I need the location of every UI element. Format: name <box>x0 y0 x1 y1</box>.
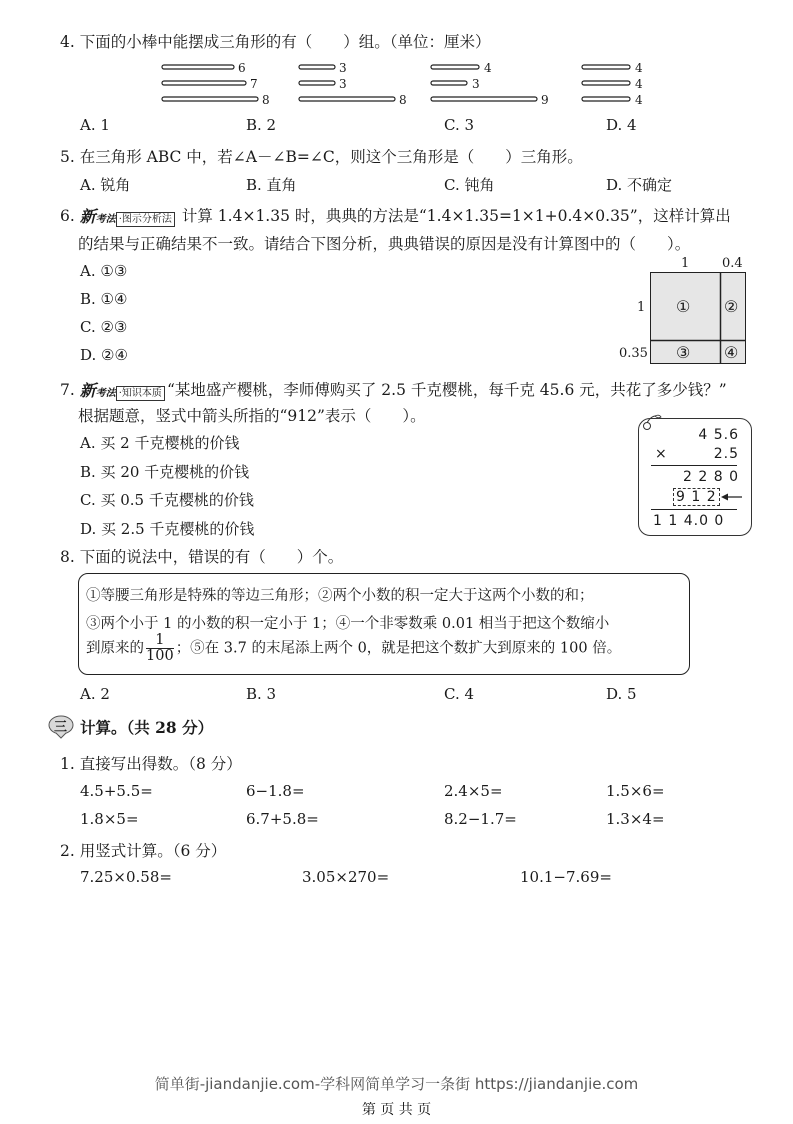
stick-label: 9 <box>541 93 549 107</box>
stick-label: 3 <box>339 61 347 75</box>
fraction-1-100: $\frac{1}{100}$ <box>146 632 174 664</box>
q8-option-b[interactable]: B. 3 <box>246 685 277 703</box>
stick-label: 4 <box>635 61 643 75</box>
statement-line-1: ①等腰三角形是特殊的等边三角形；②两个小数的积一定大于这两个小数的和； <box>86 588 594 604</box>
q6-option-d[interactable]: D. ②④ <box>80 346 128 364</box>
calc2-stem: 2. 用竖式计算。（6 分） <box>60 842 227 860</box>
q5-option-b[interactable]: B. 直角 <box>246 176 297 194</box>
q7-option-d[interactable]: D. 买 2.5 千克樱桃的价钱 <box>80 520 255 538</box>
q4-option-a[interactable]: A. 1 <box>80 116 110 134</box>
vertical-calc-item: 3.05×270= <box>302 868 390 886</box>
region-4: ④ <box>724 343 739 362</box>
diagram-top-label-2: 0.4 <box>722 256 743 271</box>
q5-option-a[interactable]: A. 锐角 <box>80 176 131 194</box>
calc-item: 1.5×6= <box>606 782 665 800</box>
q7-line1 <box>60 378 727 403</box>
statement-line-2: ③两个小于 1 的小数的积一定小于 1；④一个非零数乘 0.01 相当于把这个数缩小 <box>86 616 610 632</box>
stick-label: 4 <box>635 93 643 107</box>
q8-stem: 8. 下面的说法中，错误的有（ ）个。 <box>60 548 344 566</box>
q4-option-b[interactable]: B. 2 <box>246 116 277 134</box>
left-arrow-icon <box>721 492 743 502</box>
stick-label: 3 <box>339 77 347 91</box>
stick-label: 3 <box>472 77 480 91</box>
vertical-calc-item: 10.1−7.69= <box>520 868 612 886</box>
calc-row-partial2-highlight: 9 1 2 <box>673 488 720 506</box>
new-method-badge: 新考法 ·图示分析法 <box>80 204 175 227</box>
q6-line1 <box>60 204 731 229</box>
footer-watermark-link[interactable]: 简单街-jiandanjie.com-学科网简单学习一条街 https://jiandanjie.com <box>154 1075 639 1093</box>
vertical-calc-item: 7.25×0.58= <box>80 868 172 886</box>
calc-item: 1.3×4= <box>606 810 665 828</box>
calc-item: 4.5+5.5= <box>80 782 153 800</box>
q7-text-line2: 根据题意，竖式中箭头所指的“912”表示（ ）。 <box>78 407 426 425</box>
q6-option-c[interactable]: C. ②③ <box>80 318 128 336</box>
q6-text-line2: 的结果与正确结果不一致。请结合下图分析，典典错误的原因是没有计算图中的（ ）。 <box>78 235 691 253</box>
q6-number: 6. <box>60 207 75 225</box>
page-number: 第 页 共 页 <box>361 1102 432 1118</box>
q7-text-line1: “某地盛产樱桃，李师傅购买了 2.5 千克樱桃，每千克 45.6 元，共花了多少钱？” <box>166 381 727 399</box>
q7-number: 7. <box>60 381 75 399</box>
calc-item: 2.4×5= <box>444 782 503 800</box>
calc-row-multiplicand: 4 5.6 <box>698 427 739 443</box>
area-diagram <box>650 272 746 364</box>
q4-stem: 4. 下面的小棒中能摆成三角形的有（ ）组。（单位：厘米） <box>60 33 491 51</box>
calc-item: 6−1.8= <box>246 782 305 800</box>
region-2: ② <box>724 297 739 316</box>
region-1: ① <box>676 297 691 316</box>
q4-option-c[interactable]: C. 3 <box>444 116 475 134</box>
calc-rule <box>651 509 737 510</box>
stick-label: 4 <box>484 61 492 75</box>
q8-option-c[interactable]: C. 4 <box>444 685 475 703</box>
new-method-badge: 新考法 ·知识本质 <box>80 378 165 401</box>
stick-label: 8 <box>262 93 270 107</box>
q7-option-a[interactable]: A. 买 2 千克樱桃的价钱 <box>80 434 240 452</box>
q6-option-b[interactable]: B. ①④ <box>80 290 128 308</box>
calc-row-partial1: 2 2 8 0 <box>683 469 739 485</box>
q6-text-line1: 计算 1.4×1.35 时，典典的方法是“1.4×1.35=1×1+0.4×0.35”，这样计算出 <box>181 207 731 225</box>
region-3: ③ <box>676 343 691 362</box>
section-title: 计算。（共 28 分） <box>80 718 214 737</box>
q8-option-d[interactable]: D. 5 <box>606 685 637 703</box>
q5-option-c[interactable]: C. 钝角 <box>444 176 495 194</box>
diagram-top-label-1: 1 <box>681 256 690 271</box>
diagram-left-label-1: 1 <box>637 300 646 315</box>
statement-line-3: 到原来的 $\frac{1}{100}$ ；⑤在 3.7 的末尾添上两个 0，就是把这个数扩大到原来的 100 倍。 <box>86 632 622 664</box>
section-number: 三 <box>54 720 68 735</box>
calc-rule <box>651 465 737 466</box>
stick-label: 7 <box>250 77 258 91</box>
q4-option-d[interactable]: D. 4 <box>606 116 637 134</box>
q7-option-b[interactable]: B. 买 20 千克樱桃的价钱 <box>80 463 250 481</box>
calc1-stem: 1. 直接写出得数。（8 分） <box>60 755 242 773</box>
stick-label: 8 <box>399 93 407 107</box>
calc-item: 6.7+5.8= <box>246 810 319 828</box>
diagram-left-label-2: 0.35 <box>619 346 648 361</box>
q5-option-d[interactable]: D. 不确定 <box>606 176 673 194</box>
q6-option-a[interactable]: A. ①③ <box>80 262 128 280</box>
calc-item: 8.2−1.7= <box>444 810 517 828</box>
calc-row-multiplier: 2.5 <box>713 446 739 462</box>
cherry-icon <box>641 413 663 431</box>
q5-stem: 5. 在三角形 ABC 中，若∠A－∠B=∠C，则这个三角形是（ ）三角形。 <box>60 148 583 166</box>
calc-item: 1.8×5= <box>80 810 139 828</box>
times-sign: × <box>655 446 667 462</box>
calc-row-product: 1 1 4.0 0 <box>653 513 725 529</box>
stick-label: 6 <box>238 61 246 75</box>
q8-option-a[interactable]: A. 2 <box>80 685 110 703</box>
q7-option-c[interactable]: C. 买 0.5 千克樱桃的价钱 <box>80 491 254 509</box>
vertical-calc-card <box>638 418 752 536</box>
stick-label: 4 <box>635 77 643 91</box>
